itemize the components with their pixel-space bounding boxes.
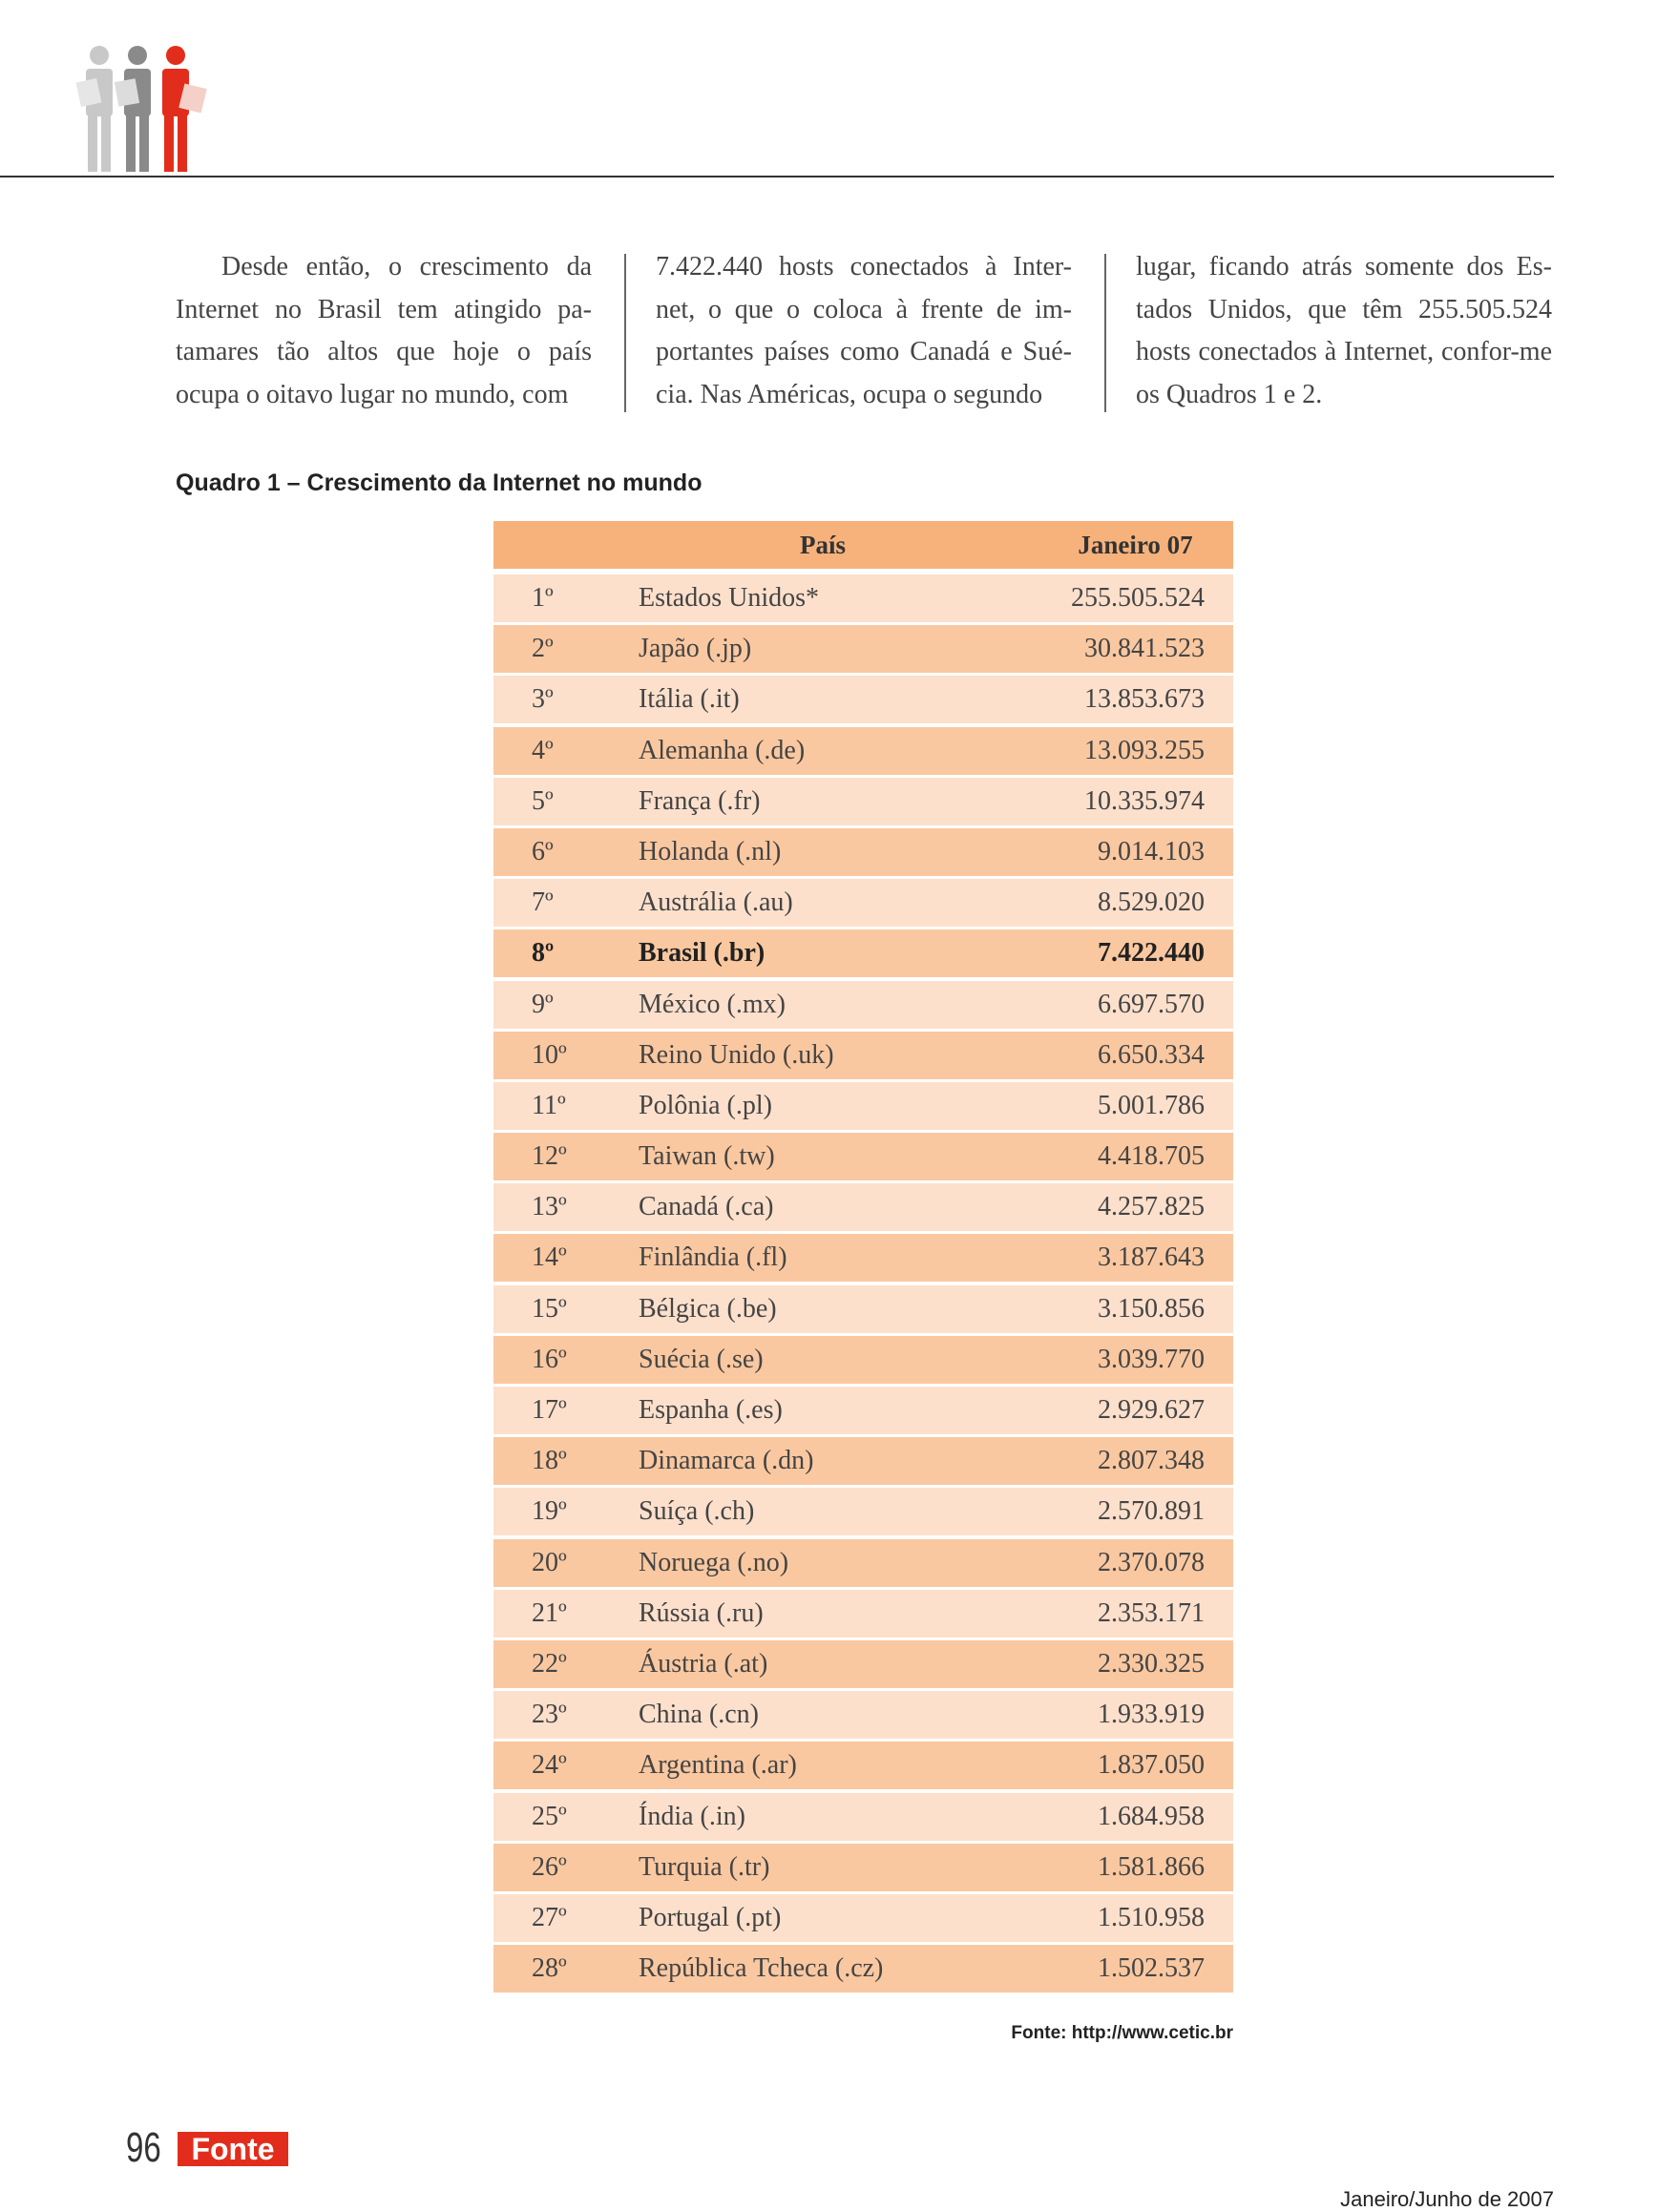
value-cell: 2.370.078 [1098,1547,1205,1577]
value-cell: 1.510.958 [1098,1902,1205,1932]
value-cell: 1.684.958 [1098,1801,1205,1831]
value-cell: 2.929.627 [1098,1395,1205,1425]
value-cell: 3.039.770 [1098,1344,1205,1374]
rank-cell: 12º [532,1141,567,1172]
table-row [493,1894,1233,1942]
value-cell: 7.422.440 [1098,938,1205,969]
rank-cell: 22º [532,1648,567,1679]
value-cell: 1.502.537 [1098,1953,1205,1984]
body-column-2: 7.422.440 hosts conectados à Inter-net, o que o coloca à frente de im-portantes países como Canadá e Sué-cia. Nas Américas, ocupa o segundo [656,252,1072,409]
rank-cell: 1º [532,583,554,613]
hosts-table [493,521,1233,1995]
table-row [493,1285,1233,1333]
table-row [493,1234,1233,1282]
body-column-1: Desde então, o crescimento da Internet no Brasil tem atingido pa-tamares tão altos que hoje o país ocupa o oitavo lugar no mundo, com [176,252,592,409]
country-cell: México (.mx) [639,989,786,1019]
table-row [493,676,1233,723]
country-cell: Reino Unido (.uk) [639,1039,834,1070]
rank-cell: 28º [532,1953,567,1984]
country-cell: Brasil (.br) [639,938,766,969]
rank-cell: 8º [532,938,555,969]
country-cell: Índia (.in) [639,1801,745,1831]
rank-cell: 13º [532,1192,567,1222]
value-cell: 6.650.334 [1098,1039,1205,1070]
table-caption: Quadro 1 – Crescimento da Internet no mundo [176,470,703,496]
rank-cell: 15º [532,1293,567,1324]
country-cell: Taiwan (.tw) [639,1141,775,1172]
rank-cell: 26º [532,1851,567,1882]
value-cell: 1.933.919 [1098,1700,1205,1730]
rank-cell: 11º [532,1090,566,1120]
column-divider [624,254,626,412]
rank-cell: 17º [532,1395,567,1425]
rank-cell: 4º [532,735,554,765]
table-row [493,981,1233,1029]
table-row [493,778,1233,825]
table-row [493,1640,1233,1688]
country-cell: Holanda (.nl) [639,836,782,866]
table-row [493,1133,1233,1180]
table-row [493,929,1233,977]
country-cell: Áustria (.at) [639,1648,768,1679]
value-cell: 2.353.171 [1098,1597,1205,1628]
table-row [493,1539,1233,1587]
column-divider [1104,254,1106,412]
country-cell: França (.fr) [639,785,761,816]
rank-cell: 23º [532,1700,567,1730]
value-cell: 13.853.673 [1084,684,1205,715]
table-row [493,1183,1233,1231]
country-cell: Alemanha (.de) [639,735,806,765]
value-cell: 8.529.020 [1098,887,1205,918]
country-cell: Suécia (.se) [639,1344,764,1374]
table-row [493,1590,1233,1638]
country-cell: Polônia (.pl) [639,1090,772,1120]
country-cell: Espanha (.es) [639,1395,783,1425]
table-row [493,574,1233,622]
rank-cell: 16º [532,1344,567,1374]
country-cell: Suíça (.ch) [639,1496,755,1527]
rank-cell: 2º [532,634,554,664]
rank-cell: 14º [532,1242,567,1273]
table-body [493,574,1233,1993]
brand-logo: Fonte [178,2132,288,2166]
country-cell: Portugal (.pt) [639,1902,782,1932]
rank-cell: 3º [532,684,554,715]
rank-cell: 9º [532,989,554,1019]
rank-cell: 27º [532,1902,567,1932]
value-cell: 10.335.974 [1084,785,1205,816]
rank-cell: 20º [532,1547,567,1577]
country-cell: China (.cn) [639,1700,759,1730]
table-row [493,1387,1233,1434]
table-row [493,1032,1233,1079]
table-row [493,1844,1233,1891]
country-cell: Argentina (.ar) [639,1750,797,1781]
country-cell: República Tcheca (.cz) [639,1953,884,1984]
country-cell: Finlândia (.fl) [639,1242,787,1273]
value-cell: 30.841.523 [1084,634,1205,664]
value-cell: 3.187.643 [1098,1242,1205,1273]
table-header [493,521,1233,569]
footer-date: Janeiro/Junho de 2007 [1340,2187,1554,2211]
rank-cell: 25º [532,1801,567,1831]
table-row [493,1945,1233,1993]
table-row [493,828,1233,876]
value-cell: 255.505.524 [1071,583,1205,613]
rank-cell: 18º [532,1446,567,1476]
table-row [493,1488,1233,1535]
rank-cell: 19º [532,1496,567,1527]
header-country: País [799,530,846,559]
value-cell: 2.807.348 [1098,1446,1205,1476]
country-cell: Rússia (.ru) [639,1597,764,1628]
table-row [493,1082,1233,1130]
country-cell: Bélgica (.be) [639,1293,777,1324]
header-january: Janeiro 07 [1078,530,1193,559]
table-row [493,1336,1233,1384]
table-row [493,727,1233,775]
country-cell: Austrália (.au) [639,887,793,918]
table-row [493,625,1233,673]
value-cell: 2.570.891 [1098,1496,1205,1527]
table-source: Fonte: http://www.cetic.br [1011,2023,1233,2043]
country-cell: Canadá (.ca) [639,1192,774,1222]
country-cell: Dinamarca (.dn) [639,1446,814,1476]
country-cell: Estados Unidos* [639,583,819,613]
country-cell: Itália (.it) [639,684,740,715]
value-cell: 2.330.325 [1098,1648,1205,1679]
value-cell: 13.093.255 [1084,735,1205,765]
value-cell: 9.014.103 [1098,836,1205,866]
table-row [493,1437,1233,1485]
page-number: 96 [126,2124,161,2171]
value-cell: 4.257.825 [1098,1192,1205,1222]
rank-cell: 7º [532,887,554,918]
value-cell: 4.418.705 [1098,1141,1205,1172]
rank-cell: 5º [532,785,554,816]
value-cell: 5.001.786 [1098,1090,1205,1120]
table-row [493,1691,1233,1739]
table-row [493,1742,1233,1789]
rank-cell: 21º [532,1597,567,1628]
body-column-3: lugar, ficando atrás somente dos Es-tados Unidos, que têm 255.505.524 hosts conectados à Internet, confor-me os Quadros 1 e 2. [1136,252,1552,409]
country-cell: Japão (.jp) [639,634,752,664]
table-row [493,1793,1233,1841]
table-row [493,879,1233,927]
rank-cell: 24º [532,1750,567,1781]
people-logo-icon [74,42,218,176]
country-cell: Turquia (.tr) [639,1851,770,1882]
value-cell: 3.150.856 [1098,1293,1205,1324]
value-cell: 6.697.570 [1098,989,1205,1019]
rank-cell: 10º [532,1039,567,1070]
header-rule [0,176,1554,177]
rank-cell: 6º [532,836,554,866]
value-cell: 1.837.050 [1098,1750,1205,1781]
country-cell: Noruega (.no) [639,1547,789,1577]
value-cell: 1.581.866 [1098,1851,1205,1882]
